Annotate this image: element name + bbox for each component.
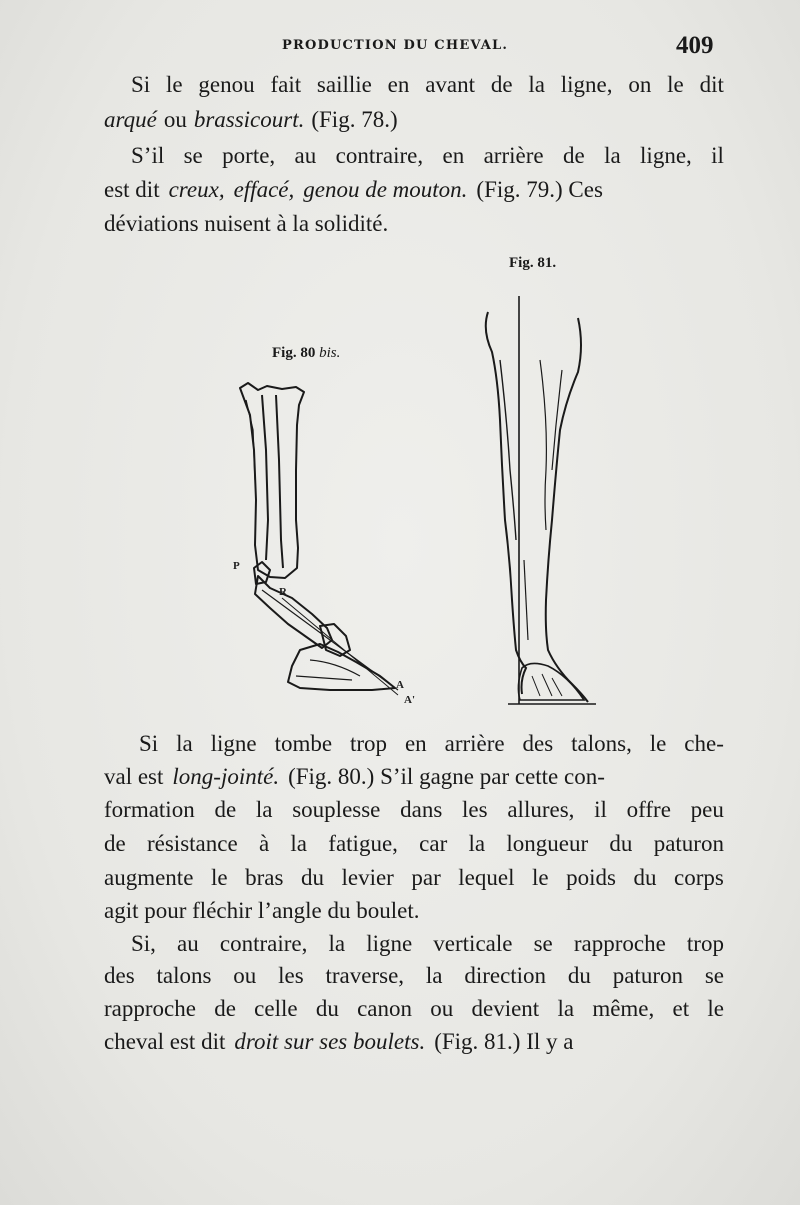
label-a: A — [396, 679, 404, 691]
word: contraire, — [335, 143, 424, 168]
word: de — [104, 831, 126, 856]
word: levier — [341, 865, 394, 890]
caption-text: Fig. 80 — [272, 345, 316, 361]
word: Si — [139, 731, 159, 756]
word: paturon — [653, 831, 724, 856]
word: trop — [349, 731, 388, 756]
word: arrière — [483, 143, 544, 168]
word: tombe — [274, 731, 333, 756]
italic-term: brassicourt. — [193, 107, 305, 132]
italic-term: droit sur ses boulets. — [234, 1029, 426, 1054]
text-run: val est — [104, 764, 164, 789]
text-run: (Fig. 80.) S’il gagne par cette con- — [288, 764, 605, 789]
word: celle — [254, 996, 298, 1021]
word: avant — [425, 72, 476, 97]
text-run: cheval est dit — [104, 1029, 226, 1054]
word: la — [176, 731, 193, 756]
text-line — [104, 865, 724, 897]
word: des — [522, 731, 554, 756]
word: se — [533, 931, 553, 956]
front-contour — [486, 312, 526, 694]
figure-81-caption: Fig. 81. — [509, 255, 557, 271]
word: lequel — [458, 865, 515, 890]
word: poids — [566, 865, 616, 890]
running-header: PRODUCTION DU CHEVAL. — [282, 38, 509, 53]
word: allures, — [507, 797, 575, 822]
word: en — [442, 143, 465, 168]
word: au — [294, 143, 317, 168]
word: en — [387, 72, 410, 97]
shading — [500, 360, 516, 540]
word: ou — [430, 996, 454, 1021]
word: dit — [699, 72, 724, 97]
word: au — [177, 931, 199, 956]
word: ligne, — [560, 72, 613, 97]
italic-term: long-jointé. — [172, 764, 280, 789]
word: la — [425, 963, 443, 988]
word: de — [214, 797, 237, 822]
word: formation — [104, 797, 195, 822]
word: porte, — [222, 143, 276, 168]
word: à — [258, 831, 270, 856]
word: rapproche — [573, 931, 666, 956]
text-run: ou — [163, 107, 187, 132]
word: ligne — [366, 931, 413, 956]
word: du — [567, 963, 591, 988]
word: la — [255, 797, 273, 822]
splint-line — [276, 395, 283, 568]
word: le — [707, 996, 724, 1021]
word: canon — [357, 996, 412, 1021]
word: augmente — [104, 865, 194, 890]
cannon-bone — [240, 383, 304, 578]
word: car — [419, 831, 448, 856]
word: il — [711, 143, 724, 168]
word: Si, — [131, 931, 156, 956]
word: bras — [245, 865, 284, 890]
word: résistance — [146, 831, 238, 856]
word: talons, — [571, 731, 632, 756]
text-line — [139, 731, 724, 763]
word: en — [404, 731, 427, 756]
text-line — [104, 764, 724, 796]
word: offre — [626, 797, 671, 822]
text-line — [104, 963, 724, 995]
word: le — [210, 865, 228, 890]
word: traverse, — [325, 963, 405, 988]
word: S’il — [131, 143, 165, 168]
hoof-lines — [532, 674, 562, 696]
shading — [524, 560, 528, 640]
label-r: R — [279, 586, 287, 598]
word: contraire, — [219, 931, 308, 956]
word: les — [278, 963, 304, 988]
splint-line — [262, 395, 268, 560]
text-line — [104, 996, 724, 1028]
word: se — [704, 963, 724, 988]
word: trop — [686, 931, 724, 956]
fig80-axis-line — [282, 598, 398, 695]
word: fait — [270, 72, 302, 97]
splint-line — [246, 400, 255, 480]
word: de — [490, 72, 513, 97]
hoof-inner — [310, 660, 360, 676]
figure-reference: (Fig. 79.) Ces — [476, 177, 603, 202]
word: saillie — [316, 72, 372, 97]
label-a-prime: A' — [404, 694, 415, 706]
italic-term: arqué — [104, 107, 157, 132]
word: les — [462, 797, 488, 822]
italic-term: creux, — [168, 177, 225, 202]
caption-italic: bis. — [319, 345, 341, 361]
word: le — [667, 72, 684, 97]
word: du — [633, 865, 657, 890]
word: ou — [233, 963, 257, 988]
word: che- — [684, 731, 724, 756]
word: direction — [464, 963, 547, 988]
word: et — [672, 996, 690, 1021]
word: la — [328, 931, 346, 956]
word: paturon — [612, 963, 683, 988]
word: talons — [156, 963, 212, 988]
word: le — [532, 865, 549, 890]
word: souplesse — [292, 797, 381, 822]
text-run: déviations nuisent à la solidité. — [104, 211, 389, 236]
figure-reference: (Fig. 78.) — [311, 107, 398, 132]
word: genou — [198, 72, 255, 97]
text-line — [104, 797, 724, 829]
word: on — [628, 72, 652, 97]
word: Si — [131, 72, 151, 97]
shading — [540, 360, 546, 530]
text-run: agit pour fléchir l’angle du boulet. — [104, 898, 420, 923]
word: par — [411, 865, 441, 890]
text-run: est dit — [104, 177, 160, 202]
word: longueur — [506, 831, 589, 856]
word: fatigue, — [328, 831, 398, 856]
word: la — [557, 996, 575, 1021]
word: la — [528, 72, 545, 97]
italic-term: effacé, — [233, 177, 295, 202]
word: ligne, — [640, 143, 692, 168]
hoof-inner — [296, 676, 352, 680]
word: il — [594, 797, 607, 822]
word: devient — [471, 996, 540, 1021]
word: même, — [592, 996, 655, 1021]
fig80-axis-line — [262, 590, 398, 690]
italic-term: genou de mouton. — [303, 177, 468, 202]
page-number: 409 — [676, 32, 714, 59]
word: de — [214, 996, 236, 1021]
text-line — [131, 931, 724, 963]
word: du — [315, 996, 339, 1021]
word: corps — [674, 865, 724, 890]
word: rapproche — [104, 996, 196, 1021]
word: du — [300, 865, 324, 890]
word: ligne — [210, 731, 257, 756]
word: la — [290, 831, 308, 856]
word: la — [468, 831, 486, 856]
word: la — [604, 143, 621, 168]
word: dans — [400, 797, 443, 822]
word: de — [562, 143, 585, 168]
word: arrière — [444, 731, 505, 756]
text-line — [104, 1029, 724, 1061]
word: le — [166, 72, 183, 97]
word: peu — [690, 797, 724, 822]
fig81-leg-outline — [486, 312, 588, 702]
text-line — [104, 831, 724, 863]
word: du — [609, 831, 633, 856]
back-contour — [546, 318, 588, 702]
fig80-leg-bones — [240, 383, 395, 690]
word: se — [183, 143, 203, 168]
text-line — [104, 898, 724, 930]
figure-reference: (Fig. 81.) Il y a — [434, 1029, 574, 1054]
word: verticale — [433, 931, 513, 956]
long-pastern — [255, 576, 332, 648]
word: des — [104, 963, 135, 988]
word: le — [649, 731, 667, 756]
label-p: P — [233, 560, 240, 572]
